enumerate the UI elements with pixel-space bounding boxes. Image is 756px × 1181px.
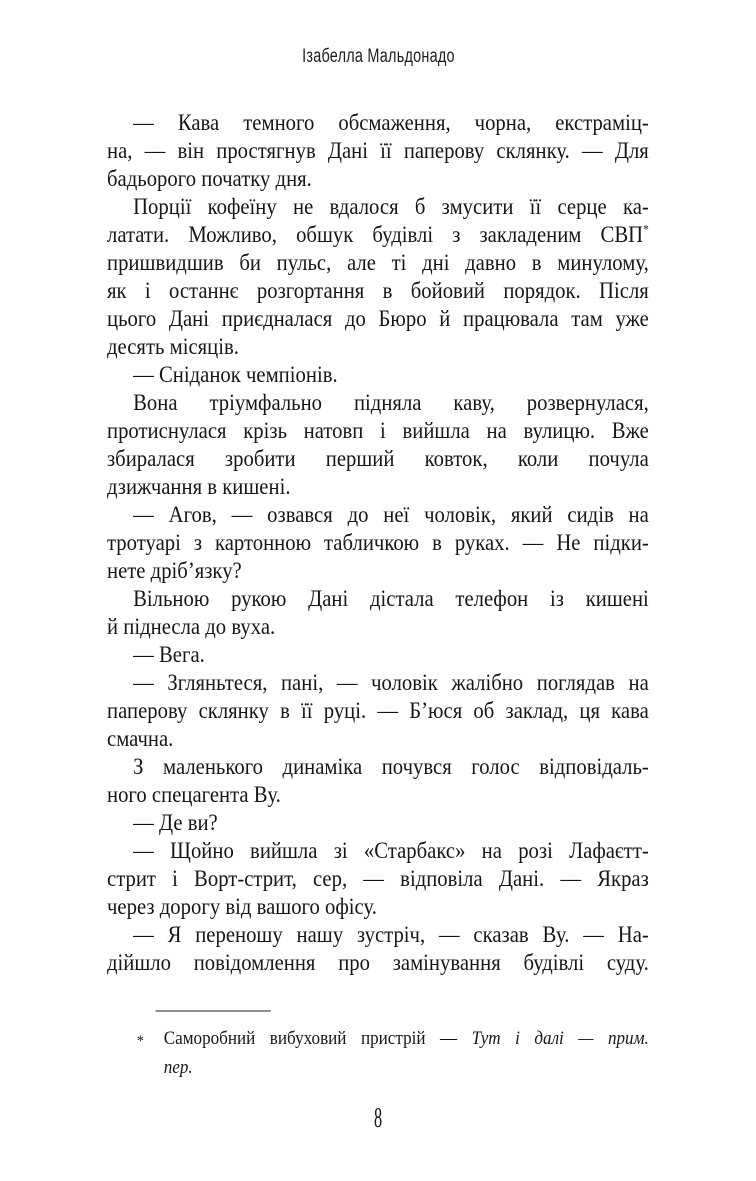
paragraph: [107, 837, 649, 921]
text-line: [107, 529, 649, 557]
paragraph: [107, 389, 649, 501]
text-line: [107, 809, 649, 837]
paragraph: [107, 921, 649, 977]
text-line: [107, 417, 649, 445]
footnote-line: [164, 1053, 649, 1082]
text-segment: — Щойно вийшла зі «Старбакс» на розі Лафаєтт-: [133, 838, 649, 863]
text-line: [107, 165, 649, 193]
author-name: Ізабелла Мальдонадо: [301, 46, 455, 67]
text-segment: тротуарі з картонною табличкою в руках. — Не підки-: [107, 530, 649, 555]
text-segment: — Сніданок чемпіонів.: [133, 362, 338, 387]
text-line: [107, 725, 649, 753]
text-line: [107, 389, 649, 417]
text-line: [107, 641, 649, 669]
text-segment: — Де ви?: [133, 810, 218, 835]
text-segment: Тут і далі — прим.: [471, 1028, 649, 1049]
text-segment: Вільною рукою Дані дістала телефон із кишені: [133, 586, 649, 611]
footnote-separator-line: [156, 1010, 271, 1012]
text-segment: як і останнє розгортання в бойовий порядок. Після: [107, 278, 649, 303]
body-text: [107, 109, 649, 977]
text-line: [107, 781, 649, 809]
text-segment: — Агов, — озвався до неї чоловік, який сидів на: [133, 502, 649, 527]
text-line: [107, 221, 649, 249]
text-line: [107, 109, 649, 137]
text-line: [107, 445, 649, 473]
footnote-text: [164, 1024, 649, 1082]
paragraph: [107, 809, 649, 837]
text-line: [107, 669, 649, 697]
text-segment: дзижчання в кишені.: [107, 474, 291, 499]
text-line: [107, 753, 649, 781]
text-segment: смачна.: [107, 726, 174, 751]
page-number: [0, 1104, 756, 1134]
text-line: [107, 697, 649, 725]
text-segment: латати. Можливо, обшук будівлі з закладеним СВП: [107, 222, 644, 247]
footnote-reference-asterisk: *: [643, 222, 649, 237]
text-segment: стрит і Ворт-стрит, сер, — відповіла Дані. — Якраз: [107, 866, 649, 891]
footnote-row: [107, 1024, 649, 1082]
text-line: [107, 893, 649, 921]
text-segment: — Згляньтеся, пані, — чоловік жалібно поглядав на: [133, 670, 649, 695]
text-segment: — Кава темного обсмаження, чорна, екстраміц-: [133, 110, 649, 135]
text-segment: Вона тріумфально підняла каву, розвернулася,: [133, 390, 649, 415]
paragraph: [107, 753, 649, 809]
text-segment: цього Дані приєдналася до Бюро й працювала там уже: [107, 306, 649, 331]
paragraph: [107, 669, 649, 753]
text-segment: на, — він простягнув Дані її паперову склянку. — Для: [107, 138, 649, 163]
text-segment: пришвидшив би пульс, але ті дні давно в минулому,: [107, 250, 649, 275]
text-segment: дійшло повідомлення про замінування будівлі суду.: [107, 950, 649, 975]
text-line: [107, 613, 649, 641]
text-segment: бадьорого початку дня.: [107, 166, 312, 191]
text-segment: й піднесла до вуха.: [107, 614, 276, 639]
text-line: [107, 277, 649, 305]
text-segment: протиснулася крізь натовп і вийшла на вулицю. Вже: [107, 418, 649, 443]
text-segment: — Я переношу нашу зустріч, — сказав Ву. — На-: [133, 922, 649, 947]
text-line: [107, 473, 649, 501]
text-segment: — Вега.: [133, 642, 205, 667]
footnote-line: [164, 1024, 649, 1053]
text-line: [107, 333, 649, 361]
paragraph: [107, 585, 649, 641]
running-header: [0, 47, 756, 67]
text-line: [107, 585, 649, 613]
paragraph: [107, 109, 649, 193]
paragraph: [107, 501, 649, 585]
text-line: [107, 249, 649, 277]
text-segment: З маленького динаміка почувся голос відповідаль-: [133, 754, 649, 779]
text-line: [107, 193, 649, 221]
text-segment: ного спецагента Ву.: [107, 782, 281, 807]
text-segment: Порції кофеїну не вдалося б змусити її серце ка-: [133, 194, 649, 219]
paragraph: [107, 361, 649, 389]
text-line: [107, 305, 649, 333]
text-segment: збиралася зробити перший ковток, коли почула: [107, 446, 649, 471]
footnote: [107, 1008, 649, 1082]
text-line: [107, 921, 649, 949]
text-line: [107, 837, 649, 865]
text-line: [107, 361, 649, 389]
paragraph: [107, 641, 649, 669]
text-segment: нете дріб’язку?: [107, 558, 242, 583]
text-line: [107, 949, 649, 977]
text-segment: пер.: [163, 1057, 193, 1078]
text-line: [107, 501, 649, 529]
text-line: [107, 865, 649, 893]
text-segment: паперову склянку в її руці. — Б’юся об заклад, ця кава: [107, 698, 649, 723]
text-segment: через дорогу від вашого офісу.: [107, 894, 377, 919]
page-number-value: 8: [373, 1103, 383, 1134]
text-segment: Саморобний вибуховий пристрій —: [163, 1028, 472, 1049]
text-line: [107, 137, 649, 165]
text-segment: десять місяців.: [107, 334, 239, 359]
text-line: [107, 557, 649, 585]
paragraph: [107, 193, 649, 361]
footnote-marker: *: [136, 1033, 144, 1050]
